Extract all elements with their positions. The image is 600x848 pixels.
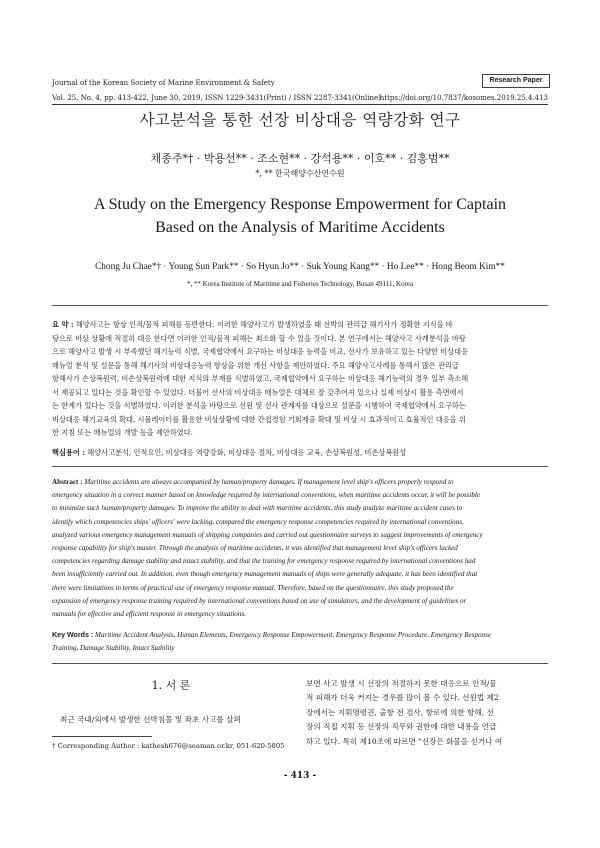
abstract-english-line: competencies regarding damage stability and intact stability, and that the training for emergency response required by international conventions had — [52, 557, 476, 566]
affiliation-korean: *, ** 한국해양수산연수원 — [255, 169, 345, 178]
keywords-korean — [52, 446, 548, 460]
abstract-korean-line: 탕으로 비상 상황에 적절히 대응 한다면 이러한 인적/물적 피해는 최소화 할 수 있을 것이다. 본 연구에서는 해양사고 사례분석을 바탕 — [52, 333, 466, 343]
doi-link[interactable]: https://doi.org/10.7837/kosomes.2019.25.4.413 — [379, 94, 548, 102]
authors-korean: 채종주*† · 박용선** · 조소현** · 강석용** · 이호** · 김홍범** — [150, 152, 450, 165]
keywords-korean-label: 핵심용어 : — [52, 448, 85, 457]
abstract-korean-line: 서 제공되고 있다는 것을 확인할 수 있었다. 더불어 선사의 비상대응 매뉴얼은 대체로 잘 갖추어져 있으나 실제 비상시 활용 측면에서 — [52, 387, 464, 397]
abstract-english-line: expansion of emergency response training required by international conventions based on use of simulators, and the development of guidelines or — [52, 596, 467, 605]
abstract-korean-line: 는 한계가 있다는 것을 식별하였다. 이러한 분석을 바탕으로 선원 및 선사 관계자를 대상으로 설문을 시행하여 국제협약에서 요구하는 — [52, 401, 466, 410]
affiliation-english: *, ** Korea Institute of Maritime and Fisheries Technology, Busan 49111, Korea — [186, 280, 414, 288]
abstract-english-line: been insufficiently carried out. In addition, even though emergency management manuals of ships were generally adequate, it has been identified that — [52, 570, 478, 579]
abstract-korean-line: 매뉴얼 분석 및 설문을 통해 해기사의 비상대응능력 향상을 위한 개선 사항을 제안하였다. 주요 해양사고사례를 통해서 많은 관리급 — [52, 360, 459, 370]
abstract-english-line: to minimize such human/property damages. To improve the ability to deal with maritime accidents, this study analyze maritime accident cases to — [52, 504, 463, 513]
journal-name: Journal of the Korean Society of Marine Environment & Safety — [52, 79, 275, 87]
right-column-line: 보면 사고 발생 시 선장의 적절하지 못한 대응으로 인적/물 — [306, 679, 497, 688]
title-english-line1: A Study on the Emergency Response Empowerment for Captain — [93, 196, 507, 213]
keywords-english-line: Maritime Accident Analysis, Human Elements, Emergency Response Empowerment, Emergency Response Procedure, Emergency Response — [95, 631, 492, 639]
header-rule — [52, 104, 548, 105]
page-number: - 413 - — [283, 771, 317, 781]
abstract-english-line: Maritime accidents are always accompanied by human/property damages. If management level ship's officers properly respond to — [84, 478, 454, 486]
right-column-line: 하고 있다. 특히 제10조에 따르면 "선장은 화물을 싣거나 여 — [306, 736, 503, 746]
abstract-korean-label: 요 약 : — [52, 320, 74, 329]
abstract-korean-line: 한 지침 또는 매뉴얼의 개발 등을 제안하였다. — [52, 428, 193, 437]
footnote-rule — [52, 736, 152, 737]
abstract-divider-rule — [52, 466, 548, 467]
abstract-english-label: Abstract : — [52, 478, 83, 486]
title-english-line2: Based on the Analysis of Maritime Accidents — [155, 219, 445, 236]
keywords-english-label: Key Words : — [52, 631, 94, 639]
research-paper-badge: Research Paper — [482, 74, 550, 88]
abstract-korean-line: 비상대응 해기교육의 확대, 시뮬레이터를 활용한 비상상황에 대한 간접경험 기회제공 확대 및 비상 시 효과적이고 효율적인 대응을 위 — [52, 414, 466, 424]
abstract-top-rule — [52, 305, 548, 306]
abstract-english-line: response capability for ship's master. Through the analysis of maritime accidents, it was identified that management level ship's officers lacked — [52, 544, 458, 553]
section-heading-introduction: 1. 서 론 — [151, 679, 191, 692]
title-korean: 사고분석을 통한 선장 비상대응 역량강화 연구 — [139, 111, 461, 129]
keywords-english — [52, 629, 548, 655]
keywords-english-line: Training, Damage Stability, Intact Stability — [52, 644, 175, 653]
right-column-line: 장의 직접 지휘 등 선장의 직무와 권한에 대한 내용을 언급 — [306, 722, 497, 732]
abstract-english-line: analyzed various emergency management manuals of shipping companies and carried out questionnaire surveys to suggest improvements of emergency — [52, 530, 483, 539]
authors-english: Chong Ju Chae*† · Young Sun Park** · So Hyun Jo** · Suk Young Kang** · Ho Lee** · Hong Beom Kim** — [95, 262, 505, 272]
right-column-text — [306, 677, 550, 749]
abstract-bottom-rule — [52, 663, 548, 664]
keywords-korean-text: 해양사고분석, 인적요인, 비상대응 역량강화, 비상대응 절차, 비상대응 교육, 손상복원성, 비손상복원성 — [87, 448, 407, 457]
left-column-text: 최근 국내/외에서 발생한 선박침몰 및 좌초 사고를 살펴 — [60, 715, 241, 724]
abstract-english — [52, 476, 548, 621]
volume-line: Vol. 25, No. 4, pp. 413-422, June 30, 2019, ISSN 1229-3431(Print) / ISSN 2287-3341(Online) — [52, 94, 381, 102]
abstract-english-line: there were limitations in terms of practical use of emergency response manual. Therefore, based on the questionnaire, this study proposed the — [52, 583, 454, 592]
abstract-english-line: identify which competencies ships' officers' were lacking, compared the emergency response competencies required by international conventions, — [52, 517, 464, 526]
abstract-korean-line: 항해사가 손상복원력, 비손상복원력에 대한 지식의 부재를 식별하였고, 국제협약에서 요구하는 비상대응 해기능력의 경우 일부 측소해 — [52, 374, 469, 383]
right-column-line: 적 피해가 더욱 커지는 경우를 많이 볼 수 있다. 선원법 제2 — [306, 693, 499, 703]
abstract-korean-line: 해양사고는 항상 인적/물적 피해를 동반한다. 이러한 해양사고가 발생하였을 때 선박의 관리급 해기사가 정확한 지식을 바 — [75, 320, 453, 329]
abstract-english-line: manuals for effective and efficient response in emergency situations. — [52, 610, 246, 619]
abstract-english-line: emergency situation in a correct manner based on knowledge required by international conventions, when maritime accidents occur, it will be possible — [52, 491, 481, 500]
corresponding-author-footnote: † Corresponding Author : kathesh676@seaman.or.kr, 051-620-5805 — [52, 742, 285, 750]
abstract-korean — [52, 318, 548, 440]
abstract-korean-line: 으로 해양사고 발생 시 부족했던 해기능력 식별, 국제협약에서 요구하는 비상대응 능력을 비교, 선사가 보유하고 있는 다양한 비상대응 — [52, 347, 469, 356]
right-column-line: 장에서는 지휘명령권, 출항 전 검사, 항로에 의한 항해, 선 — [306, 707, 494, 717]
